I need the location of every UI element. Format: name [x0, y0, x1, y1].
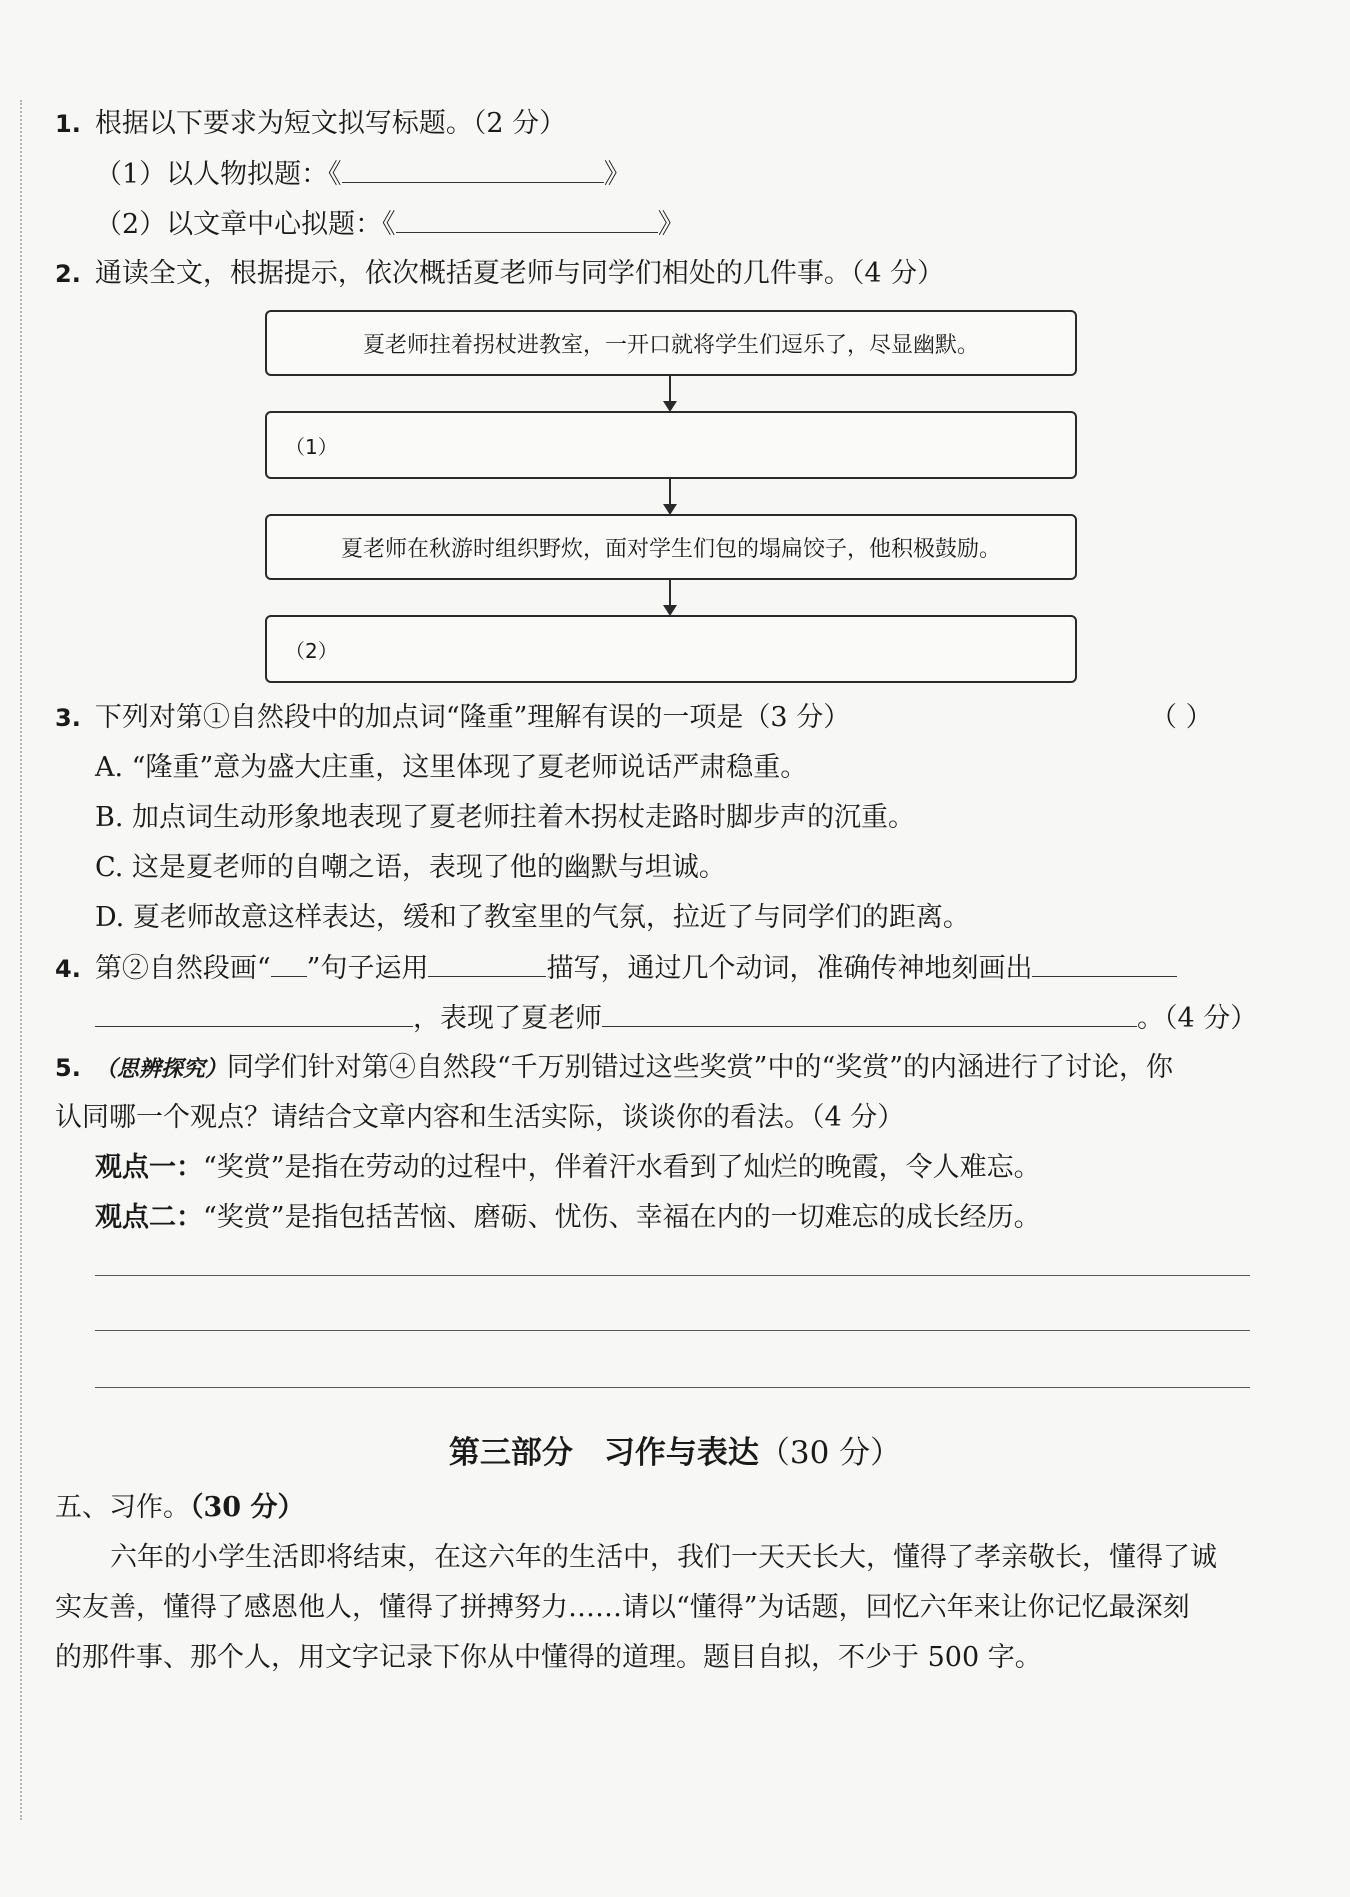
question-text: 描写，通过几个动词，准确传神地刻画出: [546, 953, 1033, 984]
question-text: ”句子运用: [306, 953, 429, 984]
essay-prompt-line-2: 实友善，懂得了感恩他人，懂得了拼搏努力……请以“懂得”为话题，回忆六年来让你记忆最深刻: [55, 1592, 1190, 1623]
viewpoint-label: 观点一：: [95, 1152, 203, 1183]
viewpoint-text: “奖赏”是指在劳动的过程中，伴着汗水看到了灿烂的晚霞，令人难忘。: [203, 1152, 1041, 1183]
arrow-down-icon: [669, 580, 671, 614]
viewpoint-label: 观点二：: [95, 1202, 203, 1233]
flow-box-3: 夏老师在秋游时组织野炊，面对学生们包的塌扁饺子，他积极鼓励。: [265, 514, 1077, 580]
question-text: 通读全文，根据提示，依次概括夏老师与同学们相处的几件事。（4 分）: [94, 258, 945, 289]
option-a: A. “隆重”意为盛大庄重，这里体现了夏老师说话严肃稳重。: [95, 752, 808, 783]
question-text: 第②自然段画“: [94, 953, 271, 984]
option-c: C. 这是夏老师的自嘲之语，表现了他的幽默与坦诚。: [95, 852, 726, 883]
question-1-sub-1: [95, 156, 631, 193]
essay-score: （30 分）: [190, 1492, 305, 1523]
sub-question-text: （1）以人物拟题：《: [95, 159, 342, 190]
option-d: D. 夏老师故意这样表达，缓和了教室里的气氛，拉近了与同学们的距离。: [95, 902, 970, 933]
critical-thinking-tag: （思辨探究）: [94, 1056, 227, 1082]
section-title: [0, 1433, 1350, 1473]
answer-blank[interactable]: [396, 206, 658, 233]
question-text: 。（4 分）: [1137, 1003, 1258, 1034]
question-text: 下列对第①自然段中的加点词“隆重”理解有误的一项是（3 分）: [94, 702, 851, 733]
question-text: 根据以下要求为短文拟写标题。（2 分）: [94, 108, 567, 139]
answer-blank[interactable]: [95, 1000, 413, 1027]
bracket-close: 》: [657, 209, 685, 240]
flow-box-4-answer[interactable]: （2）: [265, 615, 1077, 683]
section-title-text: 第三部分 习作与表达: [448, 1435, 759, 1471]
question-5-continued: 认同哪一个观点？请结合文章内容和生活实际，谈谈你的看法。（4 分）: [55, 1102, 905, 1133]
viewpoint-text: “奖赏”是指包括苦恼、磨砺、忧伤、幸福在内的一切难忘的成长经历。: [203, 1202, 1041, 1233]
question-number: 3.: [55, 704, 81, 732]
sub-question-text: （2）以文章中心拟题：《: [95, 209, 396, 240]
answer-blank[interactable]: [342, 156, 604, 183]
question-2: [55, 256, 944, 292]
answer-blank[interactable]: [602, 1000, 1137, 1027]
option-b: B. 加点词生动形象地表现了夏老师拄着木拐杖走路时脚步声的沉重。: [95, 802, 916, 833]
essay-prompt-line-1: 六年的小学生活即将结束，在这六年的生活中，我们一天天长大，懂得了孝亲敬长，懂得了诚: [110, 1542, 1217, 1573]
question-number: 2.: [55, 260, 81, 288]
question-number: 4.: [55, 955, 81, 983]
flow-box-1: 夏老师拄着拐杖进教室，一开口就将学生们逗乐了，尽显幽默。: [265, 310, 1077, 376]
answer-blank[interactable]: [271, 950, 307, 977]
flow-box-2-answer[interactable]: （1）: [265, 411, 1077, 479]
question-text: 同学们针对第④自然段“千万别错过这些奖赏”中的“奖赏”的内涵进行了讨论，你: [226, 1052, 1174, 1083]
viewpoint-2: [95, 1200, 1041, 1236]
question-number: 5.: [55, 1054, 81, 1082]
question-4: [55, 950, 1177, 987]
essay-heading-text: 五、习作。: [55, 1492, 190, 1523]
answer-line[interactable]: [95, 1387, 1250, 1388]
answer-blank[interactable]: [1032, 950, 1177, 977]
answer-blank[interactable]: [428, 950, 546, 977]
question-text: ，表现了夏老师: [413, 1003, 602, 1034]
arrow-down-icon: [669, 479, 671, 513]
question-number: 1.: [55, 110, 81, 138]
essay-prompt-line-3: 的那件事、那个人，用文字记录下你从中懂得的道理。题目自拟，不少于 500 字。: [55, 1642, 1042, 1673]
arrow-down-icon: [669, 376, 671, 410]
question-4-continued: [95, 1000, 1257, 1037]
essay-heading: [55, 1490, 304, 1526]
question-1-sub-2: [95, 206, 685, 243]
answer-line[interactable]: [95, 1275, 1250, 1276]
question-3: [55, 700, 850, 736]
question-1: [55, 106, 566, 142]
bracket-close: 》: [603, 159, 631, 190]
answer-bracket[interactable]: （ ）: [1150, 702, 1213, 733]
question-5: [55, 1050, 1173, 1087]
viewpoint-1: [95, 1150, 1041, 1186]
section-score: （30 分）: [758, 1435, 902, 1471]
answer-line[interactable]: [95, 1330, 1250, 1331]
